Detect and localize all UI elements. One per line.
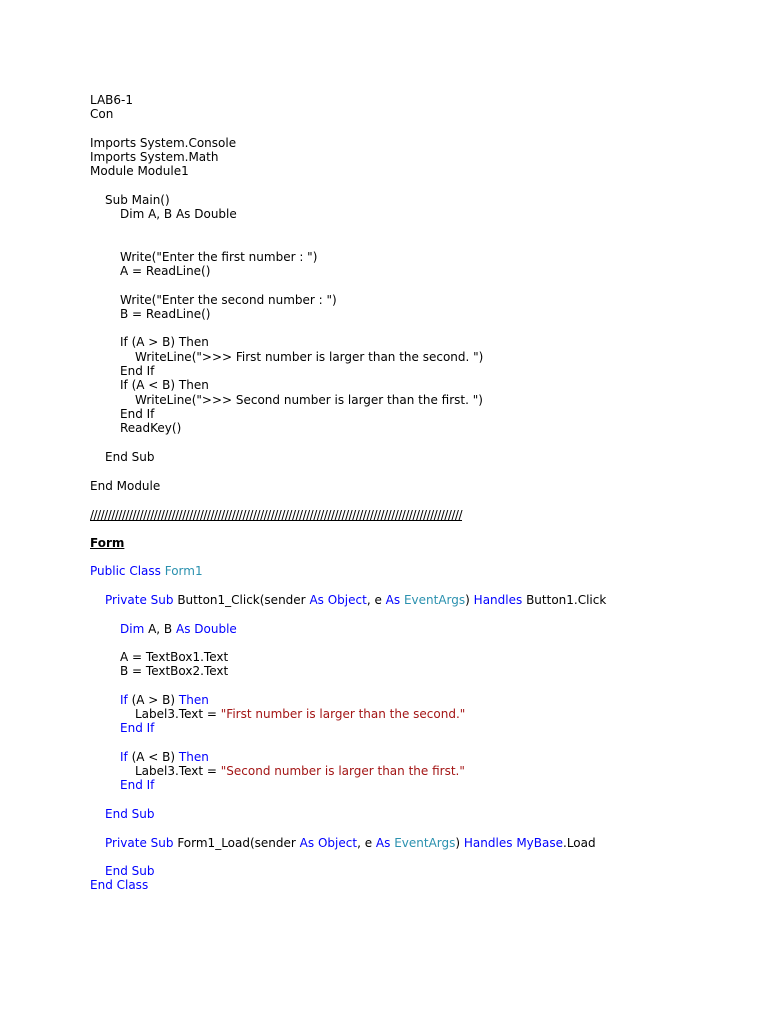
end-if-line-2: End If xyxy=(120,407,155,421)
class-name: Form1 xyxy=(164,564,203,578)
label3-second-line xyxy=(135,764,465,778)
b-readline-line: B = ReadLine() xyxy=(120,307,211,321)
if1-line xyxy=(120,693,209,707)
label3-assign: Label3.Text = xyxy=(135,764,221,778)
button-click-sub-line xyxy=(105,593,606,607)
end-module-line: End Module xyxy=(90,479,161,493)
dim-type: As Double xyxy=(176,622,237,636)
end-if-form-2: End If xyxy=(120,778,155,792)
private-sub-keyword: Private Sub xyxy=(105,836,174,850)
as-keyword: As xyxy=(385,593,401,607)
if-keyword: If xyxy=(120,693,128,707)
end-if-line-1: End If xyxy=(120,364,155,378)
imports-math-line: Imports System.Math xyxy=(90,150,219,164)
sub-name: Button1_Click(sender xyxy=(177,593,306,607)
label3-assign: Label3.Text = xyxy=(135,707,221,721)
object-type: Object xyxy=(327,593,367,607)
write-first-line: Write("Enter the first number : ") xyxy=(120,250,318,264)
writeline-second-larger-line: WriteLine(">>> Second number is larger than the first. ") xyxy=(135,393,483,407)
object-type: Object xyxy=(317,836,358,850)
class-decl-line xyxy=(90,564,203,578)
class-keyword: Public Class xyxy=(90,564,161,578)
form-load-sub-line xyxy=(105,836,596,850)
as-keyword: As xyxy=(299,836,315,850)
string-literal: "Second number is larger than the first." xyxy=(220,764,465,778)
mybase-keyword: MyBase xyxy=(516,836,563,850)
as-keyword: As xyxy=(309,593,324,607)
dim-vars: A, B xyxy=(148,622,173,636)
end-sub-line: End Sub xyxy=(105,450,155,464)
string-literal: "First number is larger than the second." xyxy=(220,707,466,721)
imports-console-line: Imports System.Console xyxy=(90,136,237,150)
end-if-form-1: End If xyxy=(120,721,155,735)
private-sub-keyword: Private Sub xyxy=(105,593,174,607)
a-readline-line: A = ReadLine() xyxy=(120,264,211,278)
sub-main-line: Sub Main() xyxy=(105,193,170,207)
dim-line-form xyxy=(120,622,237,636)
readkey-line: ReadKey() xyxy=(120,421,182,435)
if2-line xyxy=(120,750,209,764)
handles-keyword: Handles xyxy=(463,836,513,850)
b-assign-line: B = TextBox2.Text xyxy=(120,664,229,678)
end-class-line: End Class xyxy=(90,878,149,892)
sub-name: Form1_Load(sender xyxy=(177,836,296,850)
a-assign-line: A = TextBox1.Text xyxy=(120,650,229,664)
section-separator: ///////////////////////////////////////////////////////////////////////////////////////////////////////// xyxy=(90,508,463,522)
module-decl-line: Module Module1 xyxy=(90,164,189,178)
if-keyword: If xyxy=(120,750,128,764)
label3-first-line xyxy=(135,707,465,721)
doc-title: LAB6-1 xyxy=(90,93,134,107)
param-e: , e xyxy=(357,836,373,850)
if-a-lt-b-line: If (A < B) Then xyxy=(120,378,209,392)
if-condition: (A > B) xyxy=(131,693,176,707)
handles-target: Button1.Click xyxy=(526,593,607,607)
close-paren: ) xyxy=(455,836,461,850)
as-keyword: As xyxy=(375,836,391,850)
doc-subtitle: Con xyxy=(90,107,114,121)
end-sub-form-1: End Sub xyxy=(105,807,155,821)
write-second-line: Write("Enter the second number : ") xyxy=(120,293,337,307)
param-e: , e xyxy=(366,593,382,607)
form-heading: Form xyxy=(90,536,125,550)
dim-keyword: Dim xyxy=(120,622,145,636)
if-a-gt-b-line: If (A > B) Then xyxy=(120,335,209,349)
eventargs-type: EventArgs xyxy=(394,836,456,850)
handles-keyword: Handles xyxy=(473,593,523,607)
then-keyword: Then xyxy=(178,693,209,707)
end-sub-form-2: End Sub xyxy=(105,864,155,878)
writeline-first-larger-line: WriteLine(">>> First number is larger than the second. ") xyxy=(135,350,484,364)
then-keyword: Then xyxy=(178,750,209,764)
eventargs-type: EventArgs xyxy=(403,593,466,607)
close-paren: ) xyxy=(465,593,470,607)
dim-line: Dim A, B As Double xyxy=(120,207,237,221)
if-condition: (A < B) xyxy=(131,750,176,764)
load-suffix: .Load xyxy=(563,836,596,850)
